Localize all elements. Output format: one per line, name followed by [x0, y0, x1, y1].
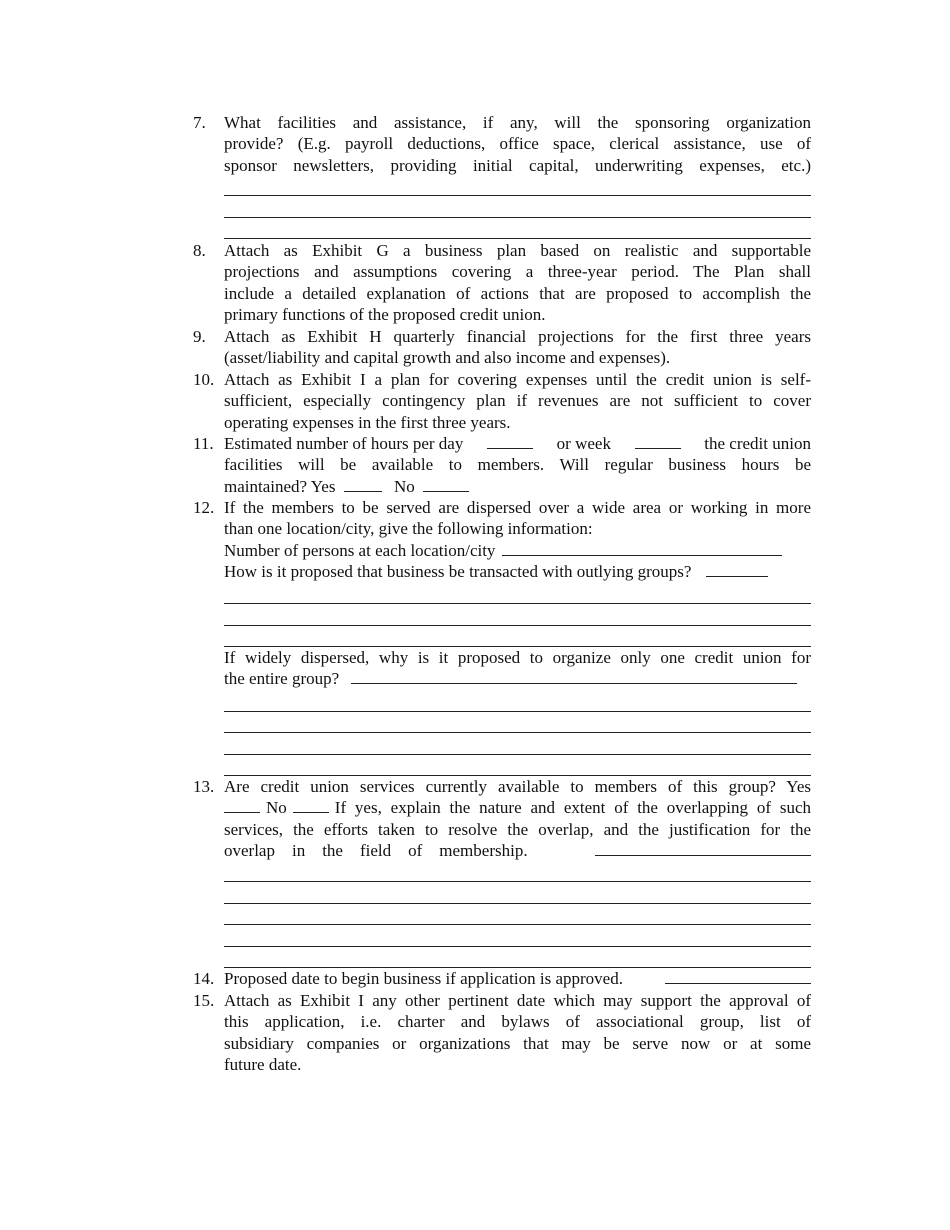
question-number: 15. — [193, 991, 215, 1010]
proposed-date-blank[interactable] — [665, 968, 811, 984]
question-text-continued — [224, 647, 811, 690]
text-line: projections and assumptions covering a three-year period. The Plan shall — [224, 262, 811, 282]
text-line: What facilities and assistance, if any, will the sponsoring organization — [224, 113, 811, 132]
question-number: 9. — [193, 327, 206, 346]
field-of-membership-label: overlap in the field of membership. — [224, 841, 528, 861]
question-number: 10. — [193, 370, 215, 389]
question-text — [224, 968, 811, 989]
text-line: than one location/city, give the following information: — [224, 519, 593, 539]
text-line: sufficient, especially contingency plan if revenues are not sufficient to cover — [224, 391, 811, 411]
text-line: this application, i.e. charter and bylaws of associational group, list of — [224, 1012, 811, 1032]
question-text — [224, 326, 811, 369]
hours-per-day-blank[interactable] — [487, 433, 533, 449]
one-credit-union-label: the entire group? — [224, 669, 340, 689]
yes-blank[interactable] — [344, 476, 382, 492]
question-text — [224, 433, 811, 497]
text-line — [224, 433, 811, 454]
text-line: operating expenses in the first three years. — [224, 412, 511, 432]
answer-line[interactable] — [224, 195, 811, 196]
text-line: primary functions of the proposed credit union. — [224, 305, 546, 325]
text-line: future date. — [224, 1055, 302, 1075]
field-of-membership-blank[interactable] — [595, 840, 811, 856]
answer-line[interactable] — [224, 946, 811, 947]
answer-line[interactable] — [224, 646, 811, 647]
credit-union-label: the credit union — [704, 434, 811, 453]
question-number: 13. — [193, 777, 215, 796]
text-line — [224, 840, 811, 861]
question-text — [224, 112, 811, 176]
outlying-groups-blank[interactable] — [706, 561, 768, 577]
text-line — [224, 540, 811, 561]
week-label: or week — [556, 434, 611, 453]
overlap-explanation-label: If yes, explain the nature and extent of the overlapping of such — [334, 798, 811, 818]
answer-line[interactable] — [224, 603, 811, 604]
answer-line[interactable] — [224, 711, 811, 712]
answer-line[interactable] — [224, 625, 811, 626]
no-blank[interactable] — [293, 797, 329, 813]
text-line — [224, 561, 811, 582]
persons-per-location-label: Number of persons at each location/city — [224, 540, 496, 560]
question-number: 14. — [193, 969, 215, 988]
text-line: services, the efforts taken to resolve the overlap, and the justification for the — [224, 819, 811, 839]
text-line: Attach as Exhibit H quarterly financial projections for the first three years — [224, 327, 811, 346]
text-line: Attach as Exhibit I a plan for covering expenses until the credit union is self- — [224, 370, 811, 389]
question-number: 12. — [193, 498, 215, 517]
maintained-yes-label: maintained? Yes — [224, 476, 336, 496]
text-line: facilities will be available to members. Will regular business hours be — [224, 455, 811, 475]
proposed-date-label: Proposed date to begin business if application is approved. — [224, 969, 623, 988]
question-number: 8. — [193, 241, 206, 260]
question-text — [224, 240, 811, 326]
text-line: Attach as Exhibit G a business plan based on realistic and supportable — [224, 241, 811, 260]
text-line: include a detailed explanation of actions that are proposed to accomplish the — [224, 283, 811, 303]
text-line: provide? (E.g. payroll deductions, office space, clerical assistance, use of — [224, 134, 811, 154]
hours-per-week-blank[interactable] — [635, 433, 681, 449]
question-number: 7. — [193, 113, 206, 132]
outlying-groups-label: How is it proposed that business be transacted with outlying groups? — [224, 562, 692, 582]
one-credit-union-blank[interactable] — [351, 668, 797, 684]
text-line: sponsor newsletters, providing initial capital, underwriting expenses, etc.) — [224, 155, 811, 175]
answer-line[interactable] — [224, 732, 811, 733]
no-label: No — [393, 476, 415, 496]
text-line: subsidiary companies or organizations that may be serve now or at some — [224, 1033, 811, 1053]
text-line — [224, 797, 811, 818]
text-line — [224, 968, 811, 989]
question-number: 11. — [193, 434, 214, 453]
question-text — [224, 776, 811, 862]
persons-per-location-blank[interactable] — [502, 540, 782, 556]
answer-line[interactable] — [224, 217, 811, 218]
answer-line[interactable] — [224, 924, 811, 925]
hours-per-day-label: Estimated number of hours per day — [224, 434, 464, 453]
text-line — [224, 668, 811, 689]
no-label: No — [266, 798, 287, 818]
question-text — [224, 497, 811, 583]
answer-line[interactable] — [224, 754, 811, 755]
text-line: Attach as Exhibit I any other pertinent date which may support the approval of — [224, 991, 811, 1010]
text-line: (asset/liability and capital growth and also income and expenses). — [224, 348, 671, 368]
text-line — [224, 476, 811, 497]
text-line: Are credit union services currently available to members of this group? Yes — [224, 777, 811, 796]
no-blank[interactable] — [423, 476, 469, 492]
text-line: If the members to be served are dispersed over a wide area or working in more — [224, 498, 811, 517]
yes-blank[interactable] — [224, 797, 260, 813]
answer-line[interactable] — [224, 881, 811, 882]
answer-line[interactable] — [224, 238, 811, 239]
question-text — [224, 990, 811, 1076]
question-text — [224, 369, 811, 433]
text-line: If widely dispersed, why is it proposed to organize only one credit union for — [224, 648, 811, 667]
answer-line[interactable] — [224, 903, 811, 904]
